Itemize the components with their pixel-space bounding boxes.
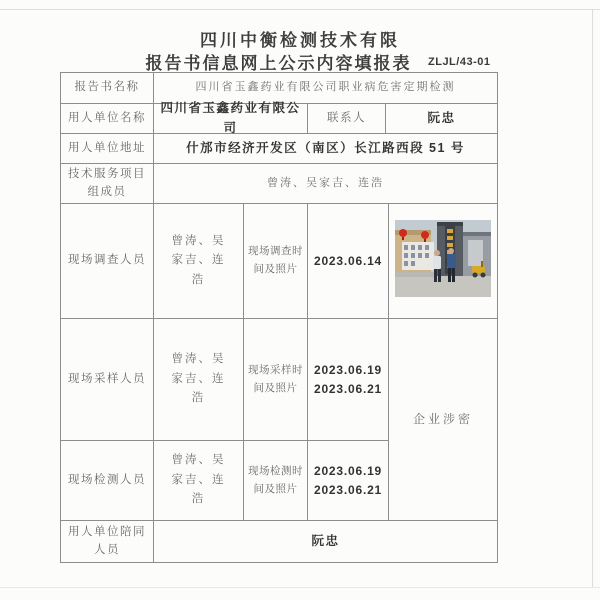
site-survey-label: 现场调查人员 [61, 204, 154, 319]
site-testing-date-2: 2023.06.21 [313, 482, 383, 497]
site-testing-label: 现场检测人员 [61, 441, 154, 521]
site-survey-photo-cell [389, 204, 498, 319]
site-sampling-date-1: 2023.06.19 [313, 362, 383, 377]
site-sampling-label: 现场采样人员 [61, 319, 154, 441]
project-team-value: 曾涛、吴家吉、连浩 [154, 164, 498, 204]
confidential-cell [389, 319, 498, 521]
site-testing-members-text: 曾涛、吴家吉、连浩 [171, 454, 226, 506]
site-survey-members-text: 曾涛、吴家吉、连浩 [171, 234, 226, 286]
site-photo-graphic [395, 220, 491, 297]
site-sampling-dates [308, 319, 389, 441]
employer-name-value: 四川省玉鑫药业有限公司 [154, 104, 308, 134]
contact-value: 阮忠 [386, 104, 498, 134]
site-sampling-members-text: 曾涛、吴家吉、连浩 [171, 353, 226, 405]
site-survey-date-1: 2023.06.14 [313, 253, 383, 268]
site-sampling-time-label: 现场采样时间及照片 [244, 319, 308, 441]
form-title: 报告书信息网上公示内容填报表 [145, 54, 412, 73]
report-info-table [60, 72, 498, 563]
employer-address-label: 用人单位地址 [61, 134, 154, 164]
site-sampling-date-2: 2023.06.21 [313, 381, 383, 396]
document-code: ZLJL/43-01 [428, 56, 491, 68]
report-name-label: 报告书名称 [61, 73, 154, 104]
accompanying-value: 阮忠 [154, 521, 498, 563]
accompanying-label: 用人单位陪同人员 [61, 521, 154, 563]
site-testing-dates [308, 441, 389, 521]
site-survey-dates [308, 204, 389, 319]
site-sampling-members [154, 319, 244, 441]
scan-edge-bottom [0, 587, 600, 588]
site-testing-date-1: 2023.06.19 [313, 463, 383, 478]
site-testing-members [154, 441, 244, 521]
site-photo [395, 220, 491, 297]
site-survey-time-label: 现场调查时间及照片 [244, 204, 308, 319]
employer-name-label: 用人单位名称 [61, 104, 154, 134]
employer-address-value: 什邡市经济开发区（南区）长江路西段 51 号 [154, 134, 498, 164]
company-title: 四川中衡检测技术有限 [200, 31, 400, 50]
project-team-label: 技术服务项目组成员 [61, 164, 154, 204]
site-survey-members [154, 204, 244, 319]
scan-edge-right [592, 9, 593, 587]
report-name-value: 四川省玉鑫药业有限公司职业病危害定期检测 [154, 73, 498, 104]
confidential-note: 企业涉密 [412, 412, 473, 427]
site-testing-time-label: 现场检测时间及照片 [244, 441, 308, 521]
contact-label: 联系人 [308, 104, 386, 134]
scan-edge-top [0, 9, 600, 10]
